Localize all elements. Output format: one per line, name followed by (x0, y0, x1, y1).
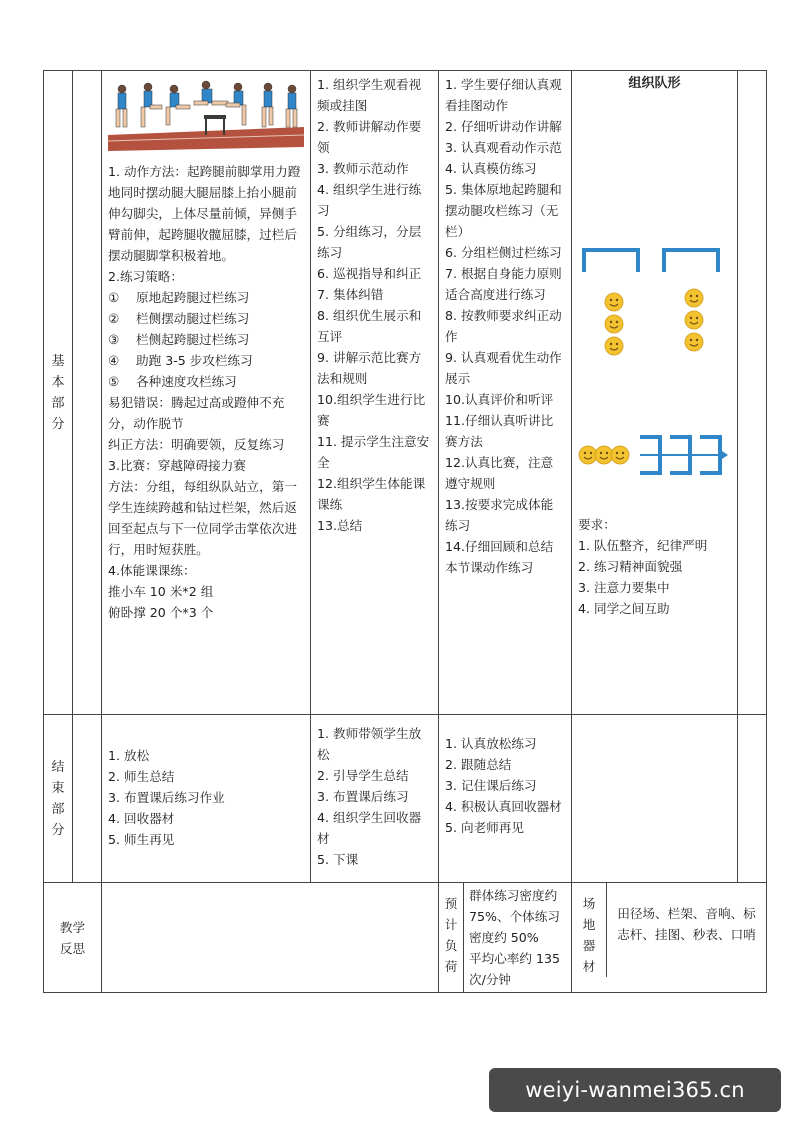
ending-section-row (44, 715, 767, 883)
fitness-item: 推小车 10 米*2 组 (108, 584, 214, 599)
equipment-text: 田径场、栏架、音响、标志杆、挂图、秒表、口哨 (617, 906, 756, 942)
basic-section-row (44, 71, 767, 715)
student-step: 13.按要求完成体能练习 (445, 497, 554, 533)
teacher-step: 5. 分组练习，分层练习 (317, 224, 422, 260)
label-line: 教学 (59, 919, 86, 935)
game-method: 方法：分组，每组纵队站立，第一学生连续跨越和钻过栏架，然后返回至起点与下一位同学击掌依次进行，用时短获胜。 (108, 479, 297, 557)
load-text: 群体练习密度约 75%、个体练习密度约 50% 平均心率约 135 次/分钟 (469, 888, 561, 987)
strategy-text: 原地起跨腿过栏练习 (136, 290, 250, 305)
ending-teacher-step: 2. 引导学生总结 (317, 768, 409, 783)
ending-formation-cell (572, 715, 738, 883)
teacher-step: 9. 讲解示范比赛方法和规则 (317, 350, 422, 386)
strategy-mark: ④ (108, 353, 120, 368)
method-description: 1. 动作方法：起跨腿前脚掌用力蹬地同时摆动腿大腿屈膝上抬小腿前伸勾脚尖，上体尽量前倾，异侧手臂前伸，起跨腿收髋屈膝，过栏后摆动腿脚掌积极着地。 (108, 164, 301, 263)
student-step: 10.认真评价和听评 (445, 392, 554, 407)
ending-teacher-step: 1. 教师带领学生放松 (317, 726, 422, 762)
label-char: 部 (51, 801, 65, 817)
student-step: 6. 分组栏侧过栏练习 (445, 245, 562, 260)
label-line: 反思 (59, 940, 86, 956)
load-label (439, 883, 464, 992)
formation-title: 组织队形 (628, 76, 681, 91)
ending-item: 3. 布置课后练习作业 (108, 790, 225, 805)
student-step: 5. 集体原地起跨腿和摆动腿攻栏练习（无栏） (445, 182, 562, 239)
requirement-item: 3. 注意力要集中 (578, 580, 670, 595)
label-char: 结 (51, 759, 65, 775)
ending-teacher-cell (311, 715, 439, 883)
label-char: 本 (51, 374, 65, 390)
teacher-step: 3. 教师示范动作 (317, 161, 409, 176)
fitness-title: 4.体能课课练： (108, 563, 196, 578)
strategy-mark: ① (108, 290, 120, 305)
basic-empty-right-column (738, 71, 767, 715)
strategy-mark: ③ (108, 332, 120, 347)
teacher-step: 13.总结 (317, 518, 363, 533)
reflection-label (44, 883, 102, 993)
basic-section-label (44, 71, 73, 715)
requirement-item: 1. 队伍整齐，纪律严明 (578, 538, 708, 553)
label-char: 材 (582, 959, 596, 974)
ending-teacher-step: 5. 下课 (317, 852, 359, 867)
basic-content-cell (102, 71, 311, 715)
student-step: 9. 认真观看优生动作展示 (445, 350, 562, 386)
relay-hurdles-icon (640, 437, 728, 473)
teacher-step: 6. 巡视指导和纠正 (317, 266, 422, 281)
equipment-cell (572, 883, 767, 993)
ending-item: 4. 回收器材 (108, 811, 175, 826)
ending-empty-column (73, 715, 102, 883)
ending-student-step: 3. 记住课后练习 (445, 778, 537, 793)
ending-teacher-step: 3. 布置课后练习 (317, 789, 409, 804)
teacher-step: 1. 组织学生观看视频或挂图 (317, 77, 422, 113)
student-group-left-icon (605, 293, 623, 355)
label-char: 地 (582, 917, 596, 932)
requirement-item: 4. 同学之间互助 (578, 601, 670, 616)
strategy-item (108, 350, 304, 371)
basic-student-cell (439, 71, 572, 715)
label-char: 束 (51, 780, 65, 796)
ending-content-cell (102, 715, 311, 883)
game-title: 3.比赛：穿越障碍接力赛 (108, 458, 246, 473)
label-char: 分 (51, 822, 65, 838)
strategy-mark: ⑤ (108, 374, 120, 389)
strategy-text: 各种速度攻栏练习 (136, 374, 237, 389)
common-errors: 易犯错误：腾起过高或蹬伸不充分，动作脱节 (108, 395, 285, 431)
teacher-step: 4. 组织学生进行练习 (317, 182, 422, 218)
strategy-text: 助跑 3-5 步攻栏练习 (136, 353, 253, 368)
watermark: weiyi-wanmei365.cn (489, 1068, 781, 1112)
label-char: 预 (444, 896, 458, 911)
label-char: 分 (51, 416, 65, 432)
student-step: 7. 根据自身能力原则适合高度进行练习 (445, 266, 562, 302)
requirements-title: 要求： (578, 517, 616, 532)
basic-teacher-cell (311, 71, 439, 715)
student-group-right-icon (685, 289, 703, 351)
student-step: 2. 仔细听讲动作讲解 (445, 119, 562, 134)
strategy-text: 栏侧摆动腿过栏练习 (136, 311, 250, 326)
ending-section-label (44, 715, 73, 883)
fitness-item: 俯卧撑 20 个*3 个 (108, 605, 214, 620)
strategy-mark: ② (108, 311, 120, 326)
reflection-content-cell (102, 883, 439, 993)
ending-teacher-step: 4. 组织学生回收器材 (317, 810, 422, 846)
ending-student-step: 1. 认真放松练习 (445, 736, 537, 751)
label-char: 荷 (444, 959, 458, 974)
label-char: 器 (582, 938, 596, 953)
strategy-item (108, 308, 304, 329)
load-cell (439, 883, 572, 993)
basic-formation-cell (572, 71, 738, 715)
teacher-step: 12.组织学生体能课课练 (317, 476, 426, 512)
strategy-item (108, 287, 304, 308)
label-char: 负 (444, 938, 458, 953)
basic-empty-column (73, 71, 102, 715)
ending-student-cell (439, 715, 572, 883)
teacher-step: 8. 组织优生展示和互评 (317, 308, 422, 344)
strategy-text: 栏侧起跨腿过栏练习 (136, 332, 250, 347)
ending-student-step: 4. 积极认真回收器材 (445, 799, 562, 814)
ending-item: 5. 师生再见 (108, 832, 175, 847)
strategy-title: 2.练习策略： (108, 269, 183, 284)
student-step: 1. 学生要仔细认真观看挂图动作 (445, 77, 562, 113)
ending-student-step: 2. 跟随总结 (445, 757, 512, 772)
ending-empty-right-column (738, 715, 767, 883)
student-step: 14.仔细回顾和总结本节课动作练习 (445, 539, 554, 575)
label-char: 部 (51, 395, 65, 411)
student-step: 11.仔细认真听讲比赛方法 (445, 413, 554, 449)
teacher-step: 2. 教师讲解动作要领 (317, 119, 422, 155)
ending-item: 2. 师生总结 (108, 769, 175, 784)
ending-item: 1. 放松 (108, 748, 150, 763)
label-char: 场 (582, 896, 596, 911)
strategy-item (108, 329, 304, 350)
equipment-label (572, 883, 607, 977)
hurdle-gate-right-icon (664, 250, 718, 272)
strategy-item (108, 371, 304, 392)
teacher-step: 10.组织学生进行比赛 (317, 392, 426, 428)
label-char: 基 (51, 353, 65, 369)
ending-student-step: 5. 向老师再见 (445, 820, 524, 835)
label-char: 计 (444, 917, 458, 932)
student-step: 4. 认真模仿练习 (445, 161, 537, 176)
reflection-row (44, 883, 767, 993)
hurdle-gate-left-icon (584, 250, 638, 272)
teacher-step: 11. 提示学生注意安全 (317, 434, 430, 470)
student-step: 3. 认真观看动作示范 (445, 140, 562, 155)
teacher-step: 7. 集体纠错 (317, 287, 384, 302)
lesson-plan-table (43, 70, 767, 993)
hurdler-sequence-image (108, 75, 304, 155)
student-step: 12.认真比赛，注意遵守规则 (445, 455, 554, 491)
hurdling-illustration (102, 71, 310, 155)
correction-method: 纠正方法：明确要领，反复练习 (108, 437, 285, 452)
student-step: 8. 按教师要求纠正动作 (445, 308, 562, 344)
requirement-item: 2. 练习精神面貌强 (578, 559, 683, 574)
student-row-icon (579, 446, 629, 464)
